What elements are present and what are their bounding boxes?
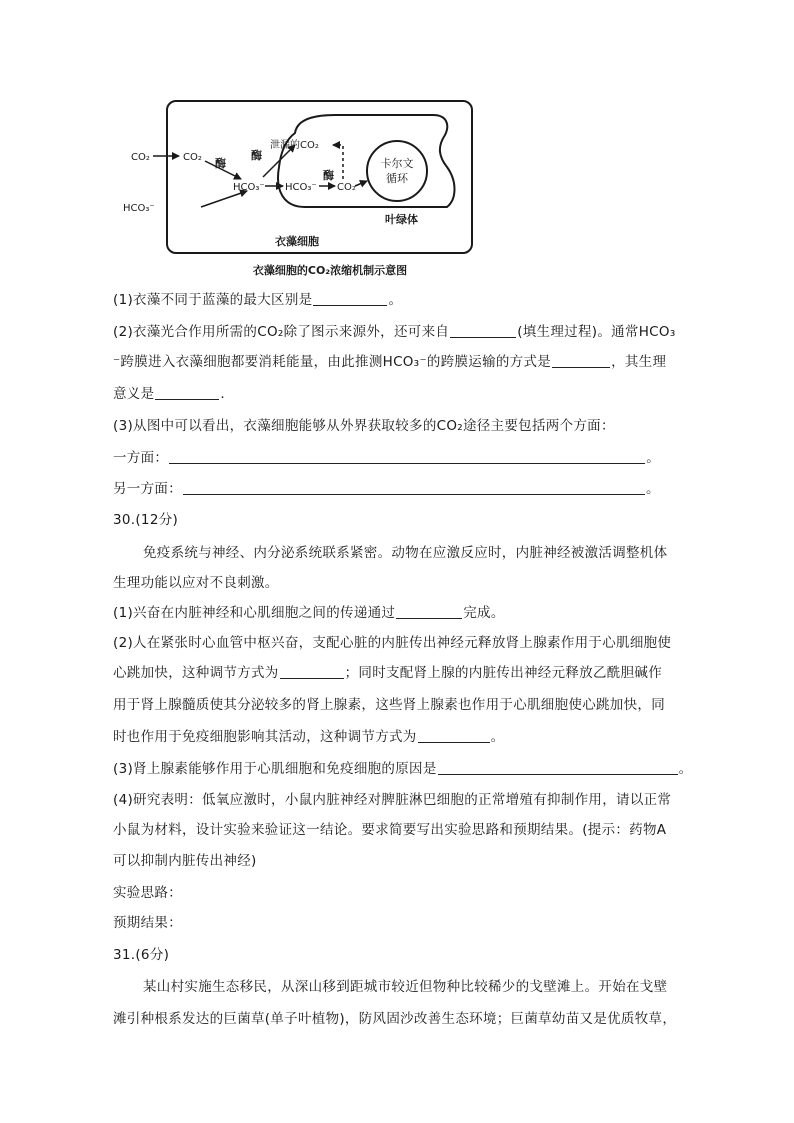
q29-part2-line3: 意义是 . [113, 386, 225, 402]
calvin-cycle-label-2: 循环 [386, 172, 408, 185]
co2-concentrating-diagram [115, 95, 485, 263]
q30-part4-line1: (4)研究表明：低氧应激时，小鼠内脏神经对脾脏淋巴细胞的正常增殖有抑制作用，请以正常 [113, 792, 672, 808]
answer-blank[interactable] [183, 479, 645, 495]
hco3-cell-label: HCO₃⁻ [233, 182, 265, 193]
hco3-chloroplast-label: HCO₃⁻ [285, 182, 317, 193]
q30-part2-line1: (2)人在紧张时心血管中枢兴奋，支配心脏的内脏传出神经元释放肾上腺素作用于心肌细胞使 [113, 635, 672, 651]
cell-label: 衣藻细胞 [275, 235, 319, 248]
q30-part4-line2: 小鼠为材料，设计实验来验证这一结论。要求简要写出实验思路和预期结果。(提示：药物A [113, 822, 667, 838]
co2-outside-label: CO₂ [131, 152, 150, 163]
calvin-cycle-label-1: 卡尔文 [380, 157, 414, 170]
q30-part1: (1)兴奋在内脏神经和心肌细胞之间的传递通过 完成。 [113, 605, 505, 621]
q29-part3-one-side: 一方面： 。 [113, 450, 661, 466]
chloroplast-label: 叶绿体 [385, 213, 418, 226]
diagram-caption: 衣藻细胞的CO₂浓缩机制示意图 [252, 264, 408, 277]
q30-experiment-idea: 实验思路： [113, 885, 182, 901]
enzyme-label-2: 酶 [251, 149, 262, 162]
q29-part3-other-side: 另一方面： 。 [113, 481, 660, 497]
answer-blank[interactable] [552, 352, 610, 368]
answer-blank[interactable] [313, 290, 387, 306]
hco3-outside-label: HCO₃⁻ [123, 203, 155, 214]
q30-part4-line3: 可以抑制内脏传出神经) [113, 853, 257, 869]
co2-chloroplast-label: CO₂ [337, 182, 356, 193]
q30-heading: 30.(12分) [113, 512, 179, 528]
q30-part3: (3)肾上腺素能够作用于心肌细胞和免疫细胞的原因是 。 [113, 761, 693, 777]
q30-part2-line4: 时也作用于免疫细胞影响其活动，这种调节方式为 。 [113, 729, 505, 745]
chloroplast-outline [278, 115, 454, 207]
q29-part3: (3)从图中可以看出，衣藻细胞能够从外界获取较多的CO₂途径主要包括两个方面： [113, 418, 615, 434]
q30-intro-line1: 免疫系统与神经、内分泌系统联系紧密。动物在应激反应时，内脏神经被激活调整机体 [143, 545, 668, 561]
q30-part2-line2: 心跳加快，这种调节方式为 ；同时支配肾上腺的内脏传出神经元释放乙酰胆碱作 [113, 665, 663, 681]
answer-blank[interactable] [450, 322, 516, 338]
q31-intro-line1: 某山村实施生态移民，从深山移到距城市较近但物种比较稀少的戈壁滩上。开始在戈壁 [143, 979, 668, 995]
q31-intro-line2: 滩引种根系发达的巨菌草(单子叶植物)，防风固沙改善生态环境；巨菌草幼苗又是优质牧草， [113, 1011, 677, 1027]
leaked-co2-label: 泄漏的CO₂ [270, 140, 319, 151]
q31-heading: 31.(6分) [113, 947, 170, 963]
q30-part2-line3: 用于肾上腺髓质使其分泌较多的肾上腺素，这些肾上腺素也作用于心肌细胞使心跳加快，同 [113, 697, 665, 713]
q30-expected-result: 预期结果： [113, 915, 182, 931]
answer-blank[interactable] [418, 727, 490, 743]
calvin-cycle-circle [367, 141, 427, 201]
co2-inner-label: CO₂ [183, 152, 202, 163]
q29-part1: (1)衣藻不同于蓝藻的最大区别是 。 [113, 292, 403, 308]
q29-part2-line2: ⁻跨膜进入衣藻细胞都要消耗能量，由此推测HCO₃⁻的跨膜运输的方式是 ，其生理 [113, 354, 667, 370]
answer-blank[interactable] [396, 603, 462, 619]
answer-blank[interactable] [280, 663, 344, 679]
q30-intro-line2: 生理功能以应对不良刺激。 [113, 575, 279, 591]
enzyme-label-3: 酶 [323, 169, 334, 182]
enzyme-label-1: 酶 [215, 157, 226, 170]
q29-part2-line1: (2)衣藻光合作用所需的CO₂除了图示来源外，还可来自 (填生理过程)。通常HCO₃ [113, 324, 676, 340]
answer-blank[interactable] [169, 448, 645, 464]
answer-blank[interactable] [438, 759, 678, 775]
answer-blank[interactable] [155, 384, 219, 400]
